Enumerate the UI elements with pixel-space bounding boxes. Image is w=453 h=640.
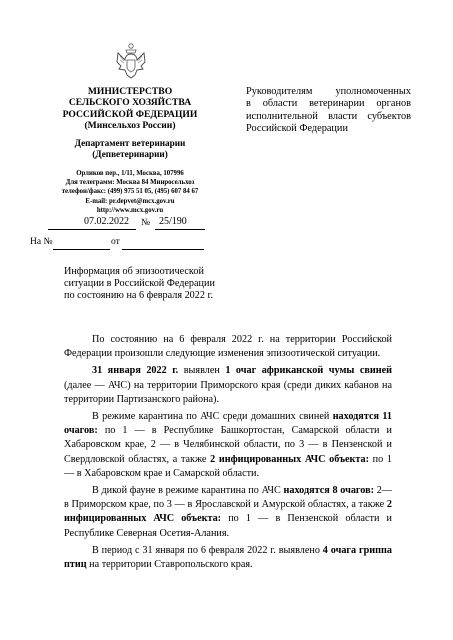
- bold-text: 1 очаг африканской чумы свиней: [225, 365, 393, 377]
- bold-text: 4 очага гриппа птиц: [64, 544, 392, 571]
- number-sign: №: [141, 218, 151, 228]
- bold-text: находятся 8 очагов:: [283, 485, 375, 497]
- paragraph-text: В дикой фауне в режиме карантина по АЧС: [92, 485, 284, 497]
- paragraph-text: выявлен: [178, 365, 226, 377]
- bold-text: 2 инфицированных АЧС объекта:: [64, 499, 392, 525]
- paragraph-text: по 1 — в Пензенской области и Республике Северная Осетия-Алания.: [64, 513, 392, 539]
- paragraph-text: 2— в Приморском крае, по 3 — в Ярославской и Амурской областях, а также: [64, 485, 392, 511]
- department-line: Департамент ветеринарии: [74, 138, 186, 148]
- document-date: 07.02.2022: [84, 216, 129, 227]
- paragraph-text: В период с 31 января по 6 февраля 2022 г. выявлено: [92, 544, 323, 556]
- paragraph-intro: [64, 333, 392, 361]
- document-date-number: [48, 212, 198, 226]
- number-underline: [155, 229, 205, 230]
- bold-text: находятся 11 очагов:: [64, 411, 392, 437]
- ministry-line: СЕЛЬСКОГО ХОЗЯЙСТВА: [68, 97, 192, 109]
- coat-of-arms-emblem: [115, 42, 147, 80]
- recipient-block: [246, 86, 411, 136]
- letter-body: [64, 333, 392, 575]
- paragraph-text: По состоянию на 6 февраля 2022 г. на территории Российской Федерации произошли следующие изменения эпизоотической ситуации.: [64, 334, 392, 360]
- paragraph-text: по 1 — в Хабаровском крае и Самарской области.: [64, 453, 392, 479]
- email: E-mail: pr.depvet@mcx.gov.ru: [85, 197, 175, 205]
- date-underline: [48, 229, 136, 230]
- paragraph-text: по 1 — в Республике Башкортостан, Самарской области и Хабаровском крае, 2 — в Челябинской области, по 3 — в Пензенской и Свердловской областях, а также: [64, 425, 392, 465]
- reference-line: [30, 237, 220, 251]
- paragraph-avian-flu: [64, 544, 392, 572]
- bold-text: 31 января 2022 г.: [92, 365, 179, 377]
- reference-date-blank: [122, 249, 204, 250]
- recipient-line: в области ветеринарии органов: [246, 98, 411, 110]
- recipient-line: Руководителям уполномоченных: [246, 86, 411, 97]
- address: Орликов пер., 1/11, Москва, 107996: [76, 170, 184, 177]
- ministry-name: [40, 86, 220, 132]
- ministry-short-name: (Минсельхоз России): [84, 120, 176, 132]
- paragraph-text: на территории Ставропольского края.: [86, 559, 253, 571]
- phone-fax: телефон/факс: (499) 975 51 05, (495) 607 84 67: [61, 188, 199, 196]
- recipient-line: Российской Федерации: [246, 123, 348, 135]
- reference-from: от: [111, 237, 120, 247]
- paragraph-domestic-quarantine: [64, 410, 392, 481]
- department-short-name: (Депветеринарии): [92, 149, 168, 159]
- subject-line: ситуации в Российской Федерации: [64, 278, 215, 290]
- paragraph-text: В режиме карантина по АЧС среди домашних свиней: [92, 411, 333, 423]
- subject-line: Информация об эпизоотической: [64, 266, 204, 277]
- telegram-address: Для телеграмм: Москва 84 Минросельхоз: [65, 179, 195, 187]
- website: http://www.mcx.gov.ru: [96, 206, 164, 214]
- department-name: [40, 138, 220, 160]
- paragraph-asf-outbreak: [64, 364, 392, 407]
- ministry-line: РОССИЙСКОЙ ФЕДЕРАЦИИ: [62, 108, 198, 120]
- bold-text: 2 инфицированных АЧС объекта:: [210, 453, 370, 465]
- subject-block: [64, 266, 254, 303]
- ministry-line: МИНИСТЕРСТВО: [87, 86, 173, 97]
- contact-info: [30, 169, 230, 215]
- recipient-line: исполнительной власти субъектов: [246, 110, 411, 122]
- subject-line: по состоянию на 6 февраля 2022 г.: [64, 290, 214, 302]
- document-number: 25/190: [159, 216, 187, 227]
- reference-prefix: На №: [30, 237, 53, 247]
- reference-number-blank: [53, 249, 110, 250]
- paragraph-wild-fauna-quarantine: [64, 484, 392, 541]
- paragraph-text: (далее — АЧС) на территории Приморского края (среди диких кабанов на территории Партизанского района).: [64, 379, 392, 405]
